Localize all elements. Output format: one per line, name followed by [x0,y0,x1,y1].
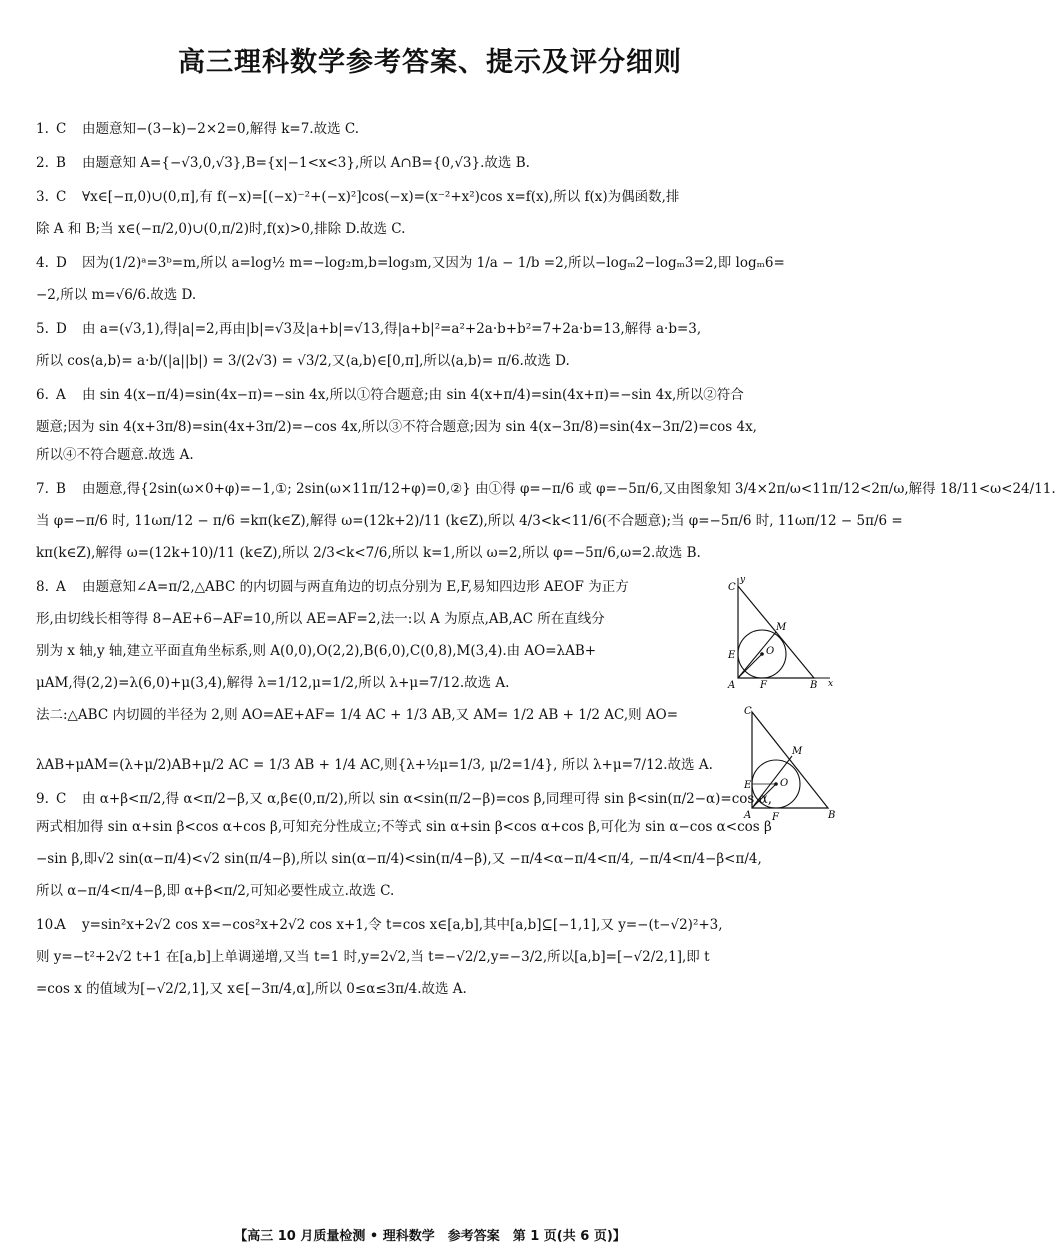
solution-line: 因为(1/2)ᵃ=3ᵇ=m,所以 a=log½ m=−log₂m,b=log₃m,又因为 1/a − 1/b =2,所以−logₘ2−logₘ3=2,即 logₘ6= [82,255,785,271]
question-number: 7. [36,481,49,497]
label-e: E [744,780,752,791]
solution-line: 题意;因为 sin 4(x+3π/8)=sin(4x+3π/2)=−cos 4x,所以③不符合题意;因为 sin 4(x−3π/8)=sin(4x−3π/2)=cos 4x, [36,419,757,435]
solution-line: y=sin²x+2√2 cos x=−cos²x+2√2 cos x+1,令 t=cos x∈[a,b],其中[a,b]⊆[−1,1],又 y=−(t−√2)²+3, [82,917,723,933]
question-number: 6. [36,387,49,403]
label-c: C [728,582,736,593]
label-f: F [772,812,779,823]
solution-line: 当 φ=−π/6 时, 11ωπ/12 − π/6 =kπ(k∈Z),解得 ω=(12k+2)/11 (k∈Z),所以 4/3<k<11/6(不合题意);当 φ=−5π/6 时, 11ωπ/12 − 5π/6 = [36,513,903,529]
answer-item-2 [36,152,828,174]
answer-item-9 [36,788,828,902]
solution-line: λAB+μAM=(λ+μ/2)AB+μ/2 AC = 1/3 AB + 1/4 AC,则{λ+½μ=1/3, μ/2=1/4}, 所以 λ+μ=7/12.故选 A. [36,757,713,773]
label-b: B [810,680,818,691]
answer-choice: B [56,481,66,497]
answer-item-3 [36,186,828,240]
triangle-incircle-diagram [724,574,834,692]
solution-line: =cos x 的值域为[−√2/2,1],又 x∈[−3π/4,α],所以 0≤α≤3π/4.故选 A. [36,981,467,997]
solution-line: 由题意知 A={−√3,0,√3},B={x|−1<x<3},所以 A∩B={0,√3}.故选 B. [82,155,530,171]
label-b: B [828,810,836,821]
label-m: M [776,622,787,633]
solution-line: 法二:△ABC 内切圆的半径为 2,则 AO=AE+AF= 1/4 AC + 1/3 AB,又 AM= 1/2 AB + 1/2 AC,则 AO= [36,707,679,723]
solution-line: 由 a=(√3,1),得|a|=2,再由|b|=√3及|a+b|=√13,得|a+b|²=a²+2a·b+b²=7+2a·b=13,解得 a·b=3, [82,321,702,337]
label-o: O [766,646,775,657]
label-a: A [728,680,736,691]
page-title: 高三理科数学参考答案、提示及评分细则 [178,47,682,78]
answer-choice: D [56,255,67,271]
solution-line: 除 A 和 B;当 x∈(−π/2,0)∪(0,π/2)时,f(x)>0,排除 D.故选 C. [36,221,406,237]
question-number: 1. [36,121,49,137]
answer-item-5 [36,318,828,372]
label-m: M [792,746,803,757]
answer-list [36,118,1056,1012]
answer-item-7 [36,478,1056,564]
answer-item-6 [36,384,828,466]
label-a: A [744,810,752,821]
solution-line: 由 α+β<π/2,得 α<π/2−β,又 α,β∈(0,π/2),所以 sin α<sin(π/2−β)=cos β,同理可得 sin β<sin(π/2−α)=cos α, [82,791,773,807]
label-c: C [744,706,752,717]
solution-line: 所以 cos⟨a,b⟩= a·b/(|a||b|) = 3/(2√3) = √3/2,又⟨a,b⟩∈[0,π],所以⟨a,b⟩= π/6.故选 D. [36,353,570,369]
solution-line: 由 sin 4(x−π/4)=sin(4x−π)=−sin 4x,所以①符合题意;由 sin 4(x+π/4)=sin(4x+π)=−sin 4x,所以②符合 [82,387,744,403]
label-f: F [760,680,767,691]
solution-line: ∀x∈[−π,0)∪(0,π],有 f(−x)=[(−x)⁻²+(−x)²]cos(−x)=(x⁻²+x²)cos x=f(x),所以 f(x)为偶函数,排 [82,189,680,205]
page-footer: 【高三 10 月质量检测 • 理科数学 参考答案 第 1 页(共 6 页)】 [234,1229,626,1244]
solution-line: 所以④不符合题意.故选 A. [36,447,194,463]
question-number: 4. [36,255,49,271]
solution-line: −sin β,即√2 sin(α−π/4)<√2 sin(π/4−β),所以 sin(α−π/4)<sin(π/4−β),又 −π/4<α−π/4<π/4, −π/4<π/4−β<π/4, [36,851,762,867]
answer-item-4 [36,252,828,306]
solution-line: kπ(k∈Z),解得 ω=(12k+10)/11 (k∈Z),所以 2/3<k<7/6,所以 k=1,所以 ω=2,所以 φ=−5π/6,ω=2.故选 B. [36,545,701,561]
answer-choice: C [56,189,67,205]
solution-line: 由题意知−(3−k)−2×2=0,解得 k=7.故选 C. [82,121,360,137]
label-e: E [728,650,736,661]
solution-line: 由题意,得{2sin(ω×0+φ)=−1,①; 2sin(ω×11π/12+φ)=0,②} 由①得 φ=−π/6 或 φ=−5π/6,又由图象知 3/4×2π/ω<11π/12<2π/ω,解得 18/11<ω<24/11. [82,481,1056,497]
label-y: y [740,575,746,585]
solution-line: 别为 x 轴,y 轴,建立平面直角坐标系,则 A(0,0),O(2,2),B(6,0),C(0,8),M(3,4).由 AO=λAB+ [36,643,597,659]
solution-line: 两式相加得 sin α+sin β<cos α+cos β,可知充分性成立;不等式 sin α+sin β<cos α+cos β,可化为 sin α−cos α<cos β [36,819,772,835]
solution-line: −2,所以 m=√6/6.故选 D. [36,287,197,303]
solution-line: 形,由切线长相等得 8−AE+6−AF=10,所以 AE=AF=2,法一:以 A 为原点,AB,AC 所在直线分 [36,611,605,627]
question-number: 9. [36,791,49,807]
solution-line: μAM,得(2,2)=λ(6,0)+μ(3,4),解得 λ=1/12,μ=1/2,所以 λ+μ=7/12.故选 A. [36,675,510,691]
question-number: 2. [36,155,49,171]
answer-choice: C [56,121,67,137]
solution-line: 则 y=−t²+2√2 t+1 在[a,b]上单调递增,又当 t=1 时,y=2√2,当 t=−√2/2,y=−3/2,所以[a,b]=[−√2/2,1],即 t [36,949,710,965]
solution-line: 由题意知∠A=π/2,△ABC 的内切圆与两直角边的切点分别为 E,F,易知四边形 AEOF 为正方 [82,579,629,595]
label-x: x [828,679,834,689]
question-number: 10. [36,917,58,933]
question-number: 5. [36,321,49,337]
question-number: 8. [36,579,49,595]
solution-line: 所以 α−π/4<π/4−β,即 α+β<π/2,可知必要性成立.故选 C. [36,883,395,899]
answer-item-1 [36,118,828,140]
question-number: 3. [36,189,49,205]
answer-choice: D [56,321,67,337]
answer-item-10 [36,914,828,1000]
answer-choice: A [56,579,66,595]
answer-choice: C [56,791,67,807]
answer-choice: B [56,155,66,171]
label-o: O [780,778,789,789]
answer-choice: A [56,387,66,403]
answer-choice: A [56,917,66,933]
